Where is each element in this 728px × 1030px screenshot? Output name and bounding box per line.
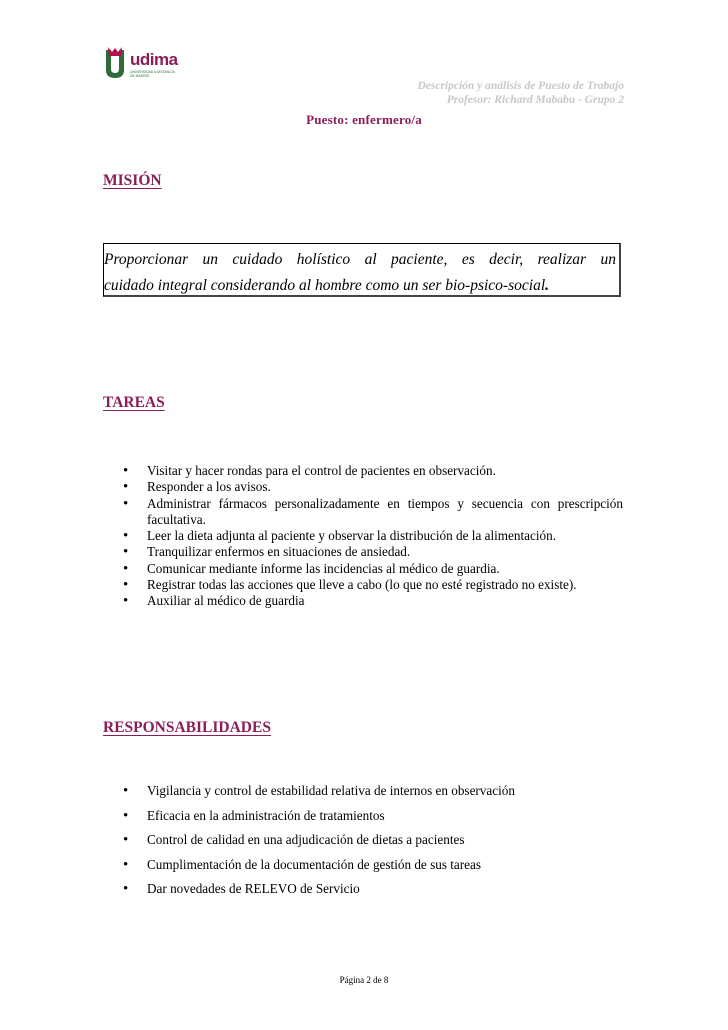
logo-brand: udima	[130, 50, 178, 69]
list-item: • Comunicar mediante informe las incidencias al médico de guardia.	[123, 561, 623, 577]
list-item: • Visitar y hacer rondas para el control de pacientes en observación.	[123, 463, 623, 479]
post-title: Puesto: enfermero/a	[306, 112, 422, 127]
list-item: • Leer la dieta adjunta al paciente y observar la distribución de la alimentación.	[123, 528, 623, 544]
logo-tagline: UNIVERSIDAD A DISTANCIA DE MADRID	[130, 70, 175, 78]
list-item: • Cumplimentación de la documentación de gestión de sus tareas	[123, 853, 623, 878]
udima-logo	[100, 40, 180, 88]
list-item: • Tranquilizar enfermos en situaciones de ansiedad.	[123, 544, 623, 560]
responsabilidades-heading: RESPONSABILIDADES	[103, 719, 271, 736]
mision-text-line-1: Proporcionar un cuidado holístico al paciente, es decir, realizar un	[104, 251, 616, 268]
tareas-list	[123, 463, 623, 610]
header-line-2: Profesor: Richard Mababu - Grupo 2	[446, 94, 624, 106]
page-number: Página 2 de 8	[339, 975, 389, 985]
tareas-heading: TAREAS	[103, 394, 165, 411]
list-item: • Auxiliar al médico de guardia	[123, 593, 623, 609]
list-item: • Registrar todas las acciones que lleve a cabo (lo que no esté registrado no existe).	[123, 577, 623, 593]
udima-crest-icon	[104, 46, 126, 80]
list-item: • Eficacia en la administración de tratamientos	[123, 804, 623, 829]
mision-text-end: .	[545, 277, 549, 294]
mision-text-line-2: cuidado integral considerando al hombre como un ser bio-psico-social	[104, 277, 546, 294]
responsabilidades-list	[123, 779, 623, 902]
document-header	[417, 79, 624, 107]
list-item: • Administrar fármacos personalizadamente en tiempos y secuencia con prescripción facultativa.	[123, 496, 623, 529]
mision-heading: MISIÓN	[103, 172, 162, 189]
list-item: • Control de calidad en una adjudicación de dietas a pacientes	[123, 828, 623, 853]
list-item: • Responder a los avisos.	[123, 479, 623, 495]
mision-box	[103, 243, 621, 297]
list-item: • Dar novedades de RELEVO de Servicio	[123, 877, 623, 902]
header-line-1: Descripción y análisis de Puesto de Trabajo	[417, 80, 624, 92]
list-item: • Vigilancia y control de estabilidad relativa de internos en observación	[123, 779, 623, 804]
